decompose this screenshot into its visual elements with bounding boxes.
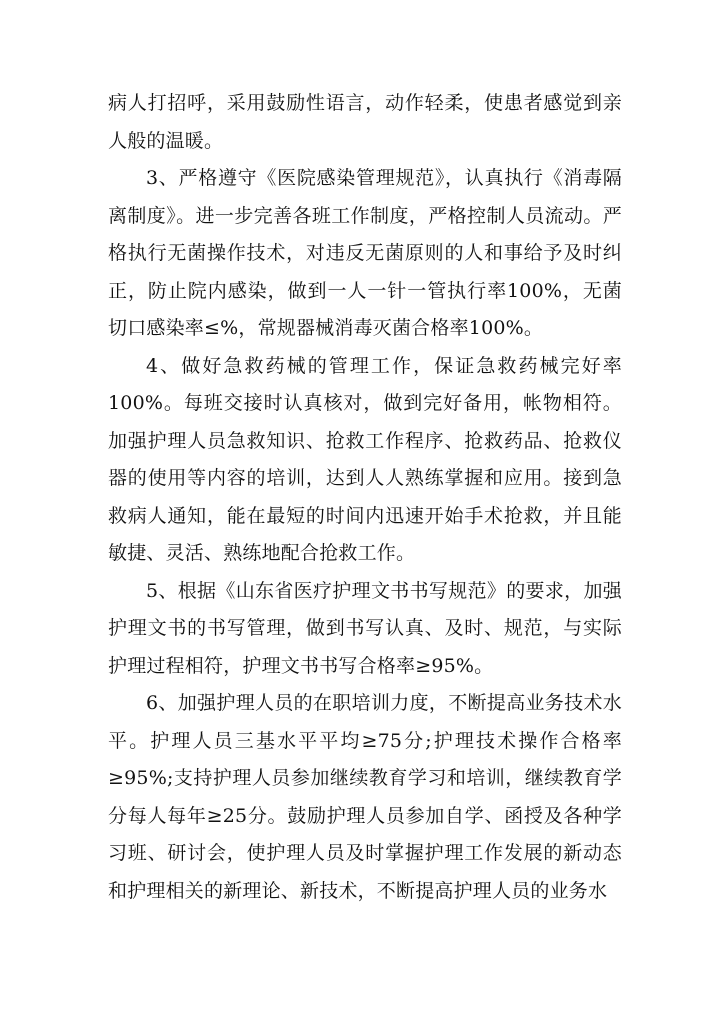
- paragraph-item-3: 3、严格遵守《医院感染管理规范》，认真执行《消毒隔离制度》。进一步完善各班工作制度，严格控制人员流动。严格执行无菌操作技术，对违反无菌原则的人和事给予及时纠正，防止院内感染，做到一人一针一管执行率100%，无菌切口感染率≤%，常规器械消毒灭菌合格率100%。: [108, 167, 622, 339]
- paragraph-item-5: 5、根据《山东省医疗护理文书书写规范》的要求，加强护理文书的书写管理，做到书写认真、及时、规范，与实际护理过程相符，护理文书书写合格率≥95%。: [108, 579, 622, 677]
- paragraph-item-4: 4、做好急救药械的管理工作，保证急救药械完好率100%。每班交接时认真核对，做到完好备用，帐物相符。加强护理人员急救知识、抢救工作程序、抢救药品、抢救仪器的使用等内容的培训，达到人人熟练掌握和应用。接到急救病人通知，能在最短的时间内迅速开始手术抢救，并且能敏捷、灵活、熟练地配合抢救工作。: [108, 354, 622, 564]
- document-body: [108, 85, 622, 910]
- paragraph-continuation: 病人打招呼，采用鼓励性语言，动作轻柔，使患者感觉到亲人般的温暖。: [108, 92, 622, 152]
- paragraph-item-6: 6、加强护理人员的在职培训力度，不断提高业务技术水平。护理人员三基水平平均≥75分;护理技术操作合格率≥95%;支持护理人员参加继续教育学习和培训，继续教育学分每人每年≥25分。鼓励护理人员参加自学、函授及各种学习班、研讨会，使护理人员及时掌握护理工作发展的新动态和护理相关的新理论、新技术，不断提高护理人员的业务水: [108, 692, 622, 902]
